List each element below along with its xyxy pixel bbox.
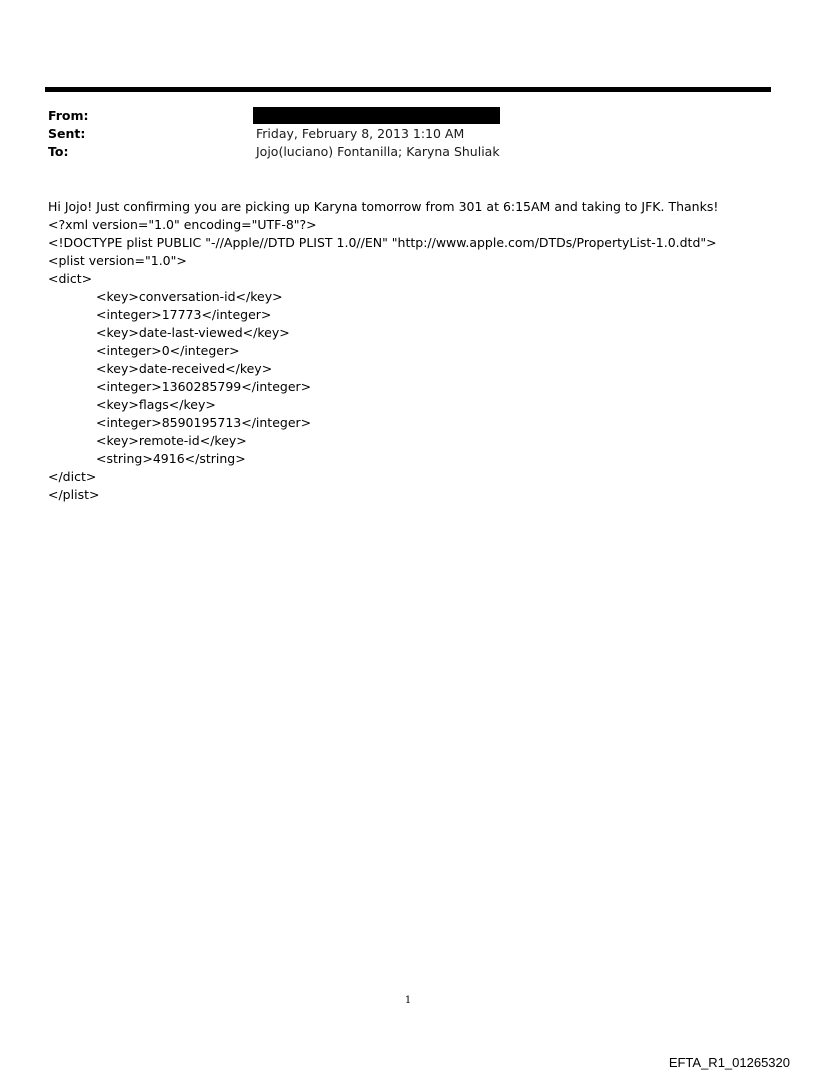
page-number: 1 [404,995,412,1006]
from-label: From: [48,108,89,123]
sent-label: Sent: [48,126,86,141]
plist-entry-line: <key>remote-id</key> [96,433,247,448]
dict-close-line: </dict> [48,469,97,484]
bates-number: EFTA_R1_01265320 [668,1055,790,1070]
plist-close-line: </plist> [48,487,100,502]
plist-entry-line: <integer>0</integer> [96,343,240,358]
to-label: To: [48,144,69,159]
message-line: Hi Jojo! Just confirming you are picking up Karyna tomorrow from 301 at 6:15AM and taking to JFK. Thanks! [48,199,719,214]
plist-entry-line: <string>4916</string> [96,451,246,466]
plist-entry-line: <key>date-last-viewed</key> [96,325,290,340]
plist-open-line: <plist version="1.0"> [48,253,187,268]
redaction-block [253,107,500,124]
to-row [48,143,748,161]
plist-entry-line: <key>flags</key> [96,397,216,412]
doctype-line: <!DOCTYPE plist PUBLIC "-//Apple//DTD PLIST 1.0//EN" "http://www.apple.com/DTDs/PropertyList-1.0.dtd"> [48,235,717,250]
plist-entry-line: <integer>1360285799</integer> [96,379,312,394]
email-body [48,198,788,504]
sent-row [48,125,748,143]
plist-entry-line: <key>date-received</key> [96,361,273,376]
email-header [48,107,748,161]
xml-declaration-line: <?xml version="1.0" encoding="UTF-8"?> [48,217,317,232]
plist-entry-line: <integer>8590195713</integer> [96,415,312,430]
from-row [48,107,748,125]
sent-value: Friday, February 8, 2013 1:10 AM [256,126,465,141]
header-divider [45,87,771,92]
plist-entry-line: <integer>17773</integer> [96,307,272,322]
dict-open-line: <dict> [48,271,93,286]
plist-entry-line: <key>conversation-id</key> [96,289,283,304]
to-value: Jojo(luciano) Fontanilla; Karyna Shuliak [256,144,500,159]
